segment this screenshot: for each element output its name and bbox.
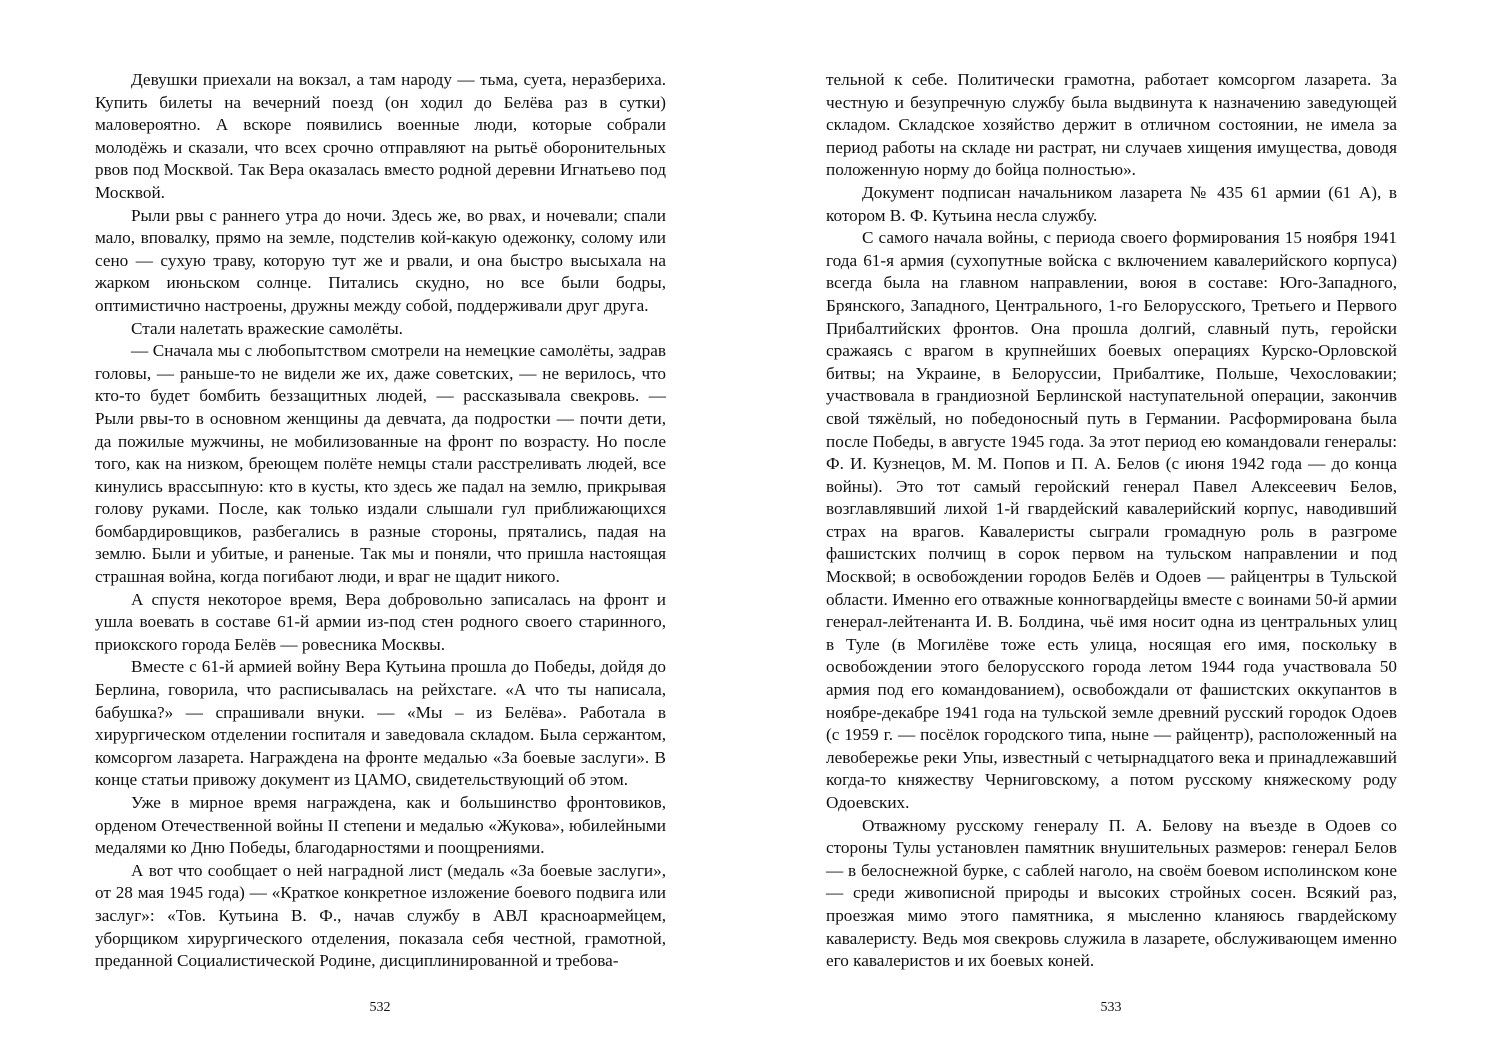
page-number-right: 533 (1100, 1000, 1122, 1015)
paragraph: А вот что сообщает о ней наградной лист (медаль «За боевые заслуги», от 28 мая 1945 года) — «Краткое конкретное изложение боевого подвига или заслуг»: «Тов. Кутьина В. Ф., начав службу в АВЛ красноармейцем, уборщиком хирургического отделения, показала себя честной, грамотной, преданной Социалистической Родине, дисциплинированной и требова- (95, 860, 666, 971)
right-page (746, 0, 1492, 1058)
page-number-left: 532 (369, 1000, 391, 1015)
left-page-text (95, 69, 666, 973)
paragraph: — Сначала мы с любопытством смотрели на немецкие самолёты, задрав головы, — раньше-то не видели же их, даже советских, — не верилось, что кто-то будет бомбить беззащитных людей, — рассказывала свекровь. — Рыли рвы-то в основном женщины да девчата, да подростки — почти дети, да пожилые мужчины, не мобилизованные на фронт по возрасту. Но после того, как на низком, бреющем полёте немцы стали расстреливать людей, все кинулись врассыпную: кто в кусты, кто здесь же падал на землю, прикрывая голову руками. После, как только издали слышали гул приближающихся бомбардировщиков, разбегались в разные стороны, прятались, падая на землю. Были и убитые, и раненые. Так мы и поняли, что пришла настоящая страшная война, когда погибают люди, и враг не щадит никого. (95, 341, 666, 587)
paragraph: А спустя некоторое время, Вера добровольно записалась на фронт и ушла воевать в составе 61-й армии из-под стен родного своего старинного, приокского города Белёв — ровесника Москвы. (95, 589, 666, 654)
paragraph: С самого начала войны, с периода своего формирования 15 ноября 1941 года 61-я армия (сухопутные войска с включением кавалерийского корпуса) всегда была на главном направлении, воюя в составе: Юго-Западного, Брянского, Западного, Центрального, 1-го Белорусского, Третьего и Первого Прибалтийских фронтов. Она прошла долгий, славный путь, геройски сражаясь с врагом в крупнейших боевых операциях Курско-Орловской битвы; на Украине, в Белоруссии, Прибалтике, Польше, Чехословакии; участвовала в грандиозной Берлинской наступательной операции, закончив свой тяжёлый, но победоносный путь в Германии. Расформирована была после Победы, в августе 1945 года. За этот период ею командовали генералы: Ф. И. Кузнецов, М. М. Попов и П. А. Белов (с июня 1942 года — до конца войны). Это тот самый геройский генерал Павел Алексеевич Белов, возглавлявший лихой 1-й гвардейский кавалерийский корпус, наводивший страх на врагов. Кавалеристы сыграли громадную роль в разгроме фашистских полчищ в сорок первом на тульском направлении и под Москвой; в освобождении городов Белёв и Одоев — райцентры в Тульской области. Именно его отважные конногвардейцы вместе с воинами 50-й армии генерал-лейтенанта И. В. Болдина, чьё имя носит одна из центральных улиц в Туле (в Могилёве тоже есть улица, носящая его имя, поскольку в освобождении этого белорусского города летом 1944 года участвовала 50 армия под его командованием), освобождали от фашистских оккупантов в ноябре-декабре 1941 года на тульской земле древний русский городок Одоев (с 1959 г. — посёлок городского типа, ныне — райцентр), расположенный на левобережье реки Упы, известный с четырнадцатого века и принадлежавший когда-то княжеству Черниговскому, а потом русскому княжескому роду Одоевских. (826, 228, 1397, 812)
paragraph: Девушки приехали на вокзал, а там народу — тьма, суета, неразбериха. Купить билеты на вечерний поезд (он ходил до Белёва раз в сутки) маловероятно. А вскоре появились военные люди, которые собрали молодёжь и сказали, что всех срочно отправляют на рытьё оборонительных рвов под Москвой. Так Вера оказалась вместо родной деревни Игнатьево под Москвой. (95, 70, 666, 202)
paragraph: Вместе с 61-й армией войну Вера Кутьина прошла до Победы, дойдя до Берлина, говорила, что расписывалась на рейхстаге. «А что ты написала, бабушка?» — спрашивали внуки. — «Мы – из Белёва». Работала в хирургическом отделении госпиталя и заведовала складом. Была сержантом, комсоргом лазарета. Награждена на фронте медалью «За боевые заслуги». В конце статьи привожу документ из ЦАМО, свидетельствующий об этом. (95, 657, 666, 790)
right-page-text (826, 69, 1397, 973)
paragraph: Отважному русскому генералу П. А. Белову на въезде в Одоев со стороны Тулы установлен памятник внушительных размеров: генерал Белов — в белоснежной бурке, с саблей наголо, на своём боевом исполинском коне — среди живописной природы и высоких стройных сосен. Всякий раз, проезжая мимо этого памятника, я мысленно кланяюсь гвардейскому кавалеристу. Ведь моя свекровь служила в лазарете, обслуживающем именно его кавалеристов и их боевых коней. (826, 815, 1397, 971)
paragraph-continuation: тельной к себе. Политически грамотна, работает комсоргом лазарета. За честную и безупречную службу была выдвинута к назначению заведующей складом. Складское хозяйство держит в отличном состоянии, не имела за период работы на складе ни растрат, ни случаев хищения имущества, доводя положенную норму до бойца полностью». (826, 70, 1397, 180)
paragraph: Рыли рвы с раннего утра до ночи. Здесь же, во рвах, и ночевали; спали мало, вповалку, прямо на земле, подстелив кой-какую одежонку, солому или сено — сухую траву, которую тут же и рвали, и она быстро высыхала на жарком июньском солнце. Питались скудно, но все были бодры, оптимистично настроены, дружны между собой, поддерживали друг друга. (95, 205, 666, 315)
paragraph: Уже в мирное время награждена, как и большинство фронтовиков, орденом Отечественной войны II степени и медалью «Жукова», юбилейными медалями ко Дню Победы, благодарностями и поощрениями. (95, 793, 666, 858)
paragraph: Документ подписан начальником лазарета № 435 61 армии (61 А), в котором В. Ф. Кутьина несла службу. (826, 182, 1397, 225)
paragraph: Стали налетать вражеские самолёты. (131, 318, 403, 338)
